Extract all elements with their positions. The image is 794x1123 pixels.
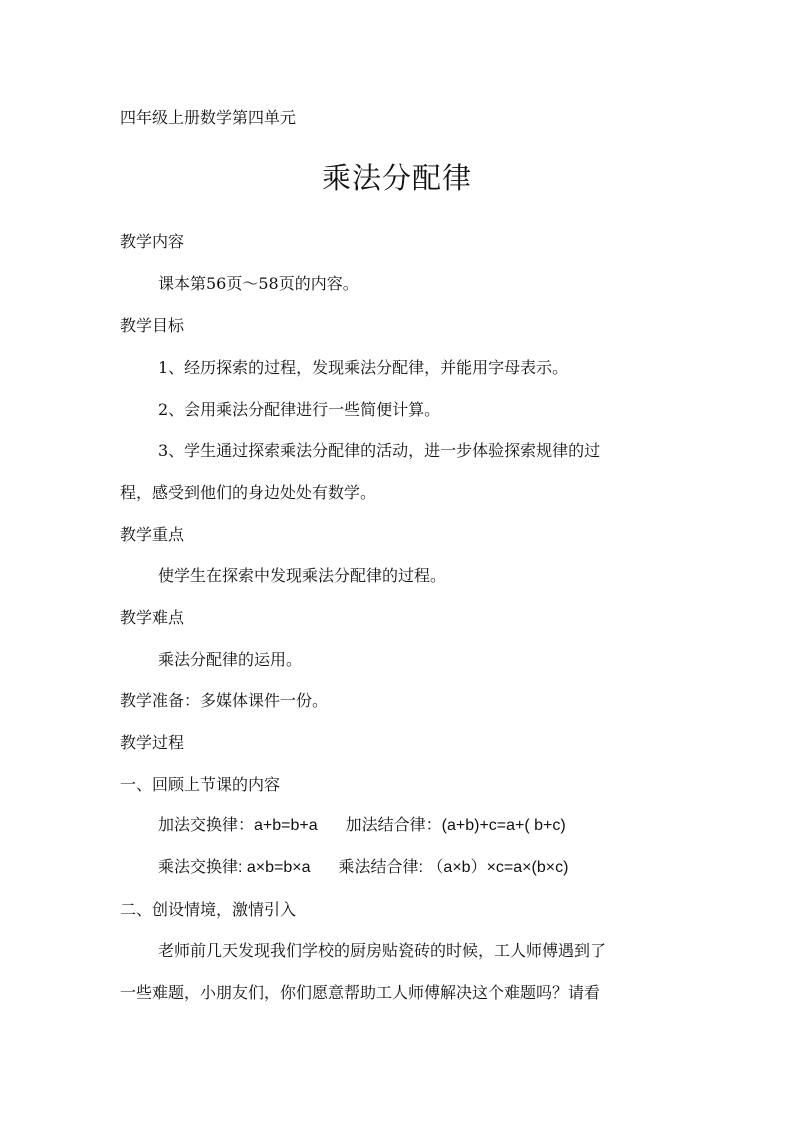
law-row-addition	[158, 816, 566, 836]
content-text: 课本第56页～58页的内容。	[158, 274, 359, 293]
page-title: 乘法分配律	[321, 161, 472, 195]
intro-paragraph-line-1: 老师前几天发现我们学校的厨房贴瓷砖的时候，工人师傅遇到了	[158, 941, 607, 960]
section-heading-difficulty: 教学难点	[120, 608, 185, 627]
section-heading-content: 教学内容	[120, 232, 185, 251]
step-2-heading: 二、创设情境，激情引入	[120, 900, 297, 919]
section-heading-focus: 教学重点	[120, 525, 185, 544]
goal-3-line-2: 程，感受到他们的身边处处有数学。	[120, 483, 377, 502]
mul-commutative-law: 乘法交换律: a×b=b×a	[158, 859, 311, 876]
add-associative-law: 加法结合律：(a+b)+c=a+( b+c)	[345, 817, 566, 834]
intro-paragraph-line-2: 一些难题，小朋友们，你们愿意帮助工人师傅解决这个难题吗？请看	[120, 983, 601, 1002]
unit-header: 四年级上册数学第四单元	[120, 108, 297, 127]
goal-1: 1、经历探索的过程，发现乘法分配律，并能用字母表示。	[158, 358, 569, 377]
section-heading-process: 教学过程	[120, 733, 185, 752]
mul-associative-law: 乘法结合律: （a×b）×c=a×(b×c)	[338, 859, 569, 876]
add-commutative-law: 加法交换律：a+b=b+a	[158, 817, 318, 834]
goal-2: 2、会用乘法分配律进行一些简便计算。	[158, 400, 441, 419]
law-row-multiplication	[158, 858, 568, 878]
goal-3-line-1: 3、学生通过探索乘法分配律的活动，进一步体验探索规律的过	[158, 441, 601, 460]
step-1-heading: 一、回顾上节课的内容	[120, 775, 281, 794]
preparation-line: 教学准备：多媒体课件一份。	[120, 691, 329, 710]
difficulty-text: 乘法分配律的运用。	[158, 650, 303, 669]
section-heading-goals: 教学目标	[120, 316, 185, 335]
focus-text: 使学生在探索中发现乘法分配律的过程。	[158, 566, 447, 585]
